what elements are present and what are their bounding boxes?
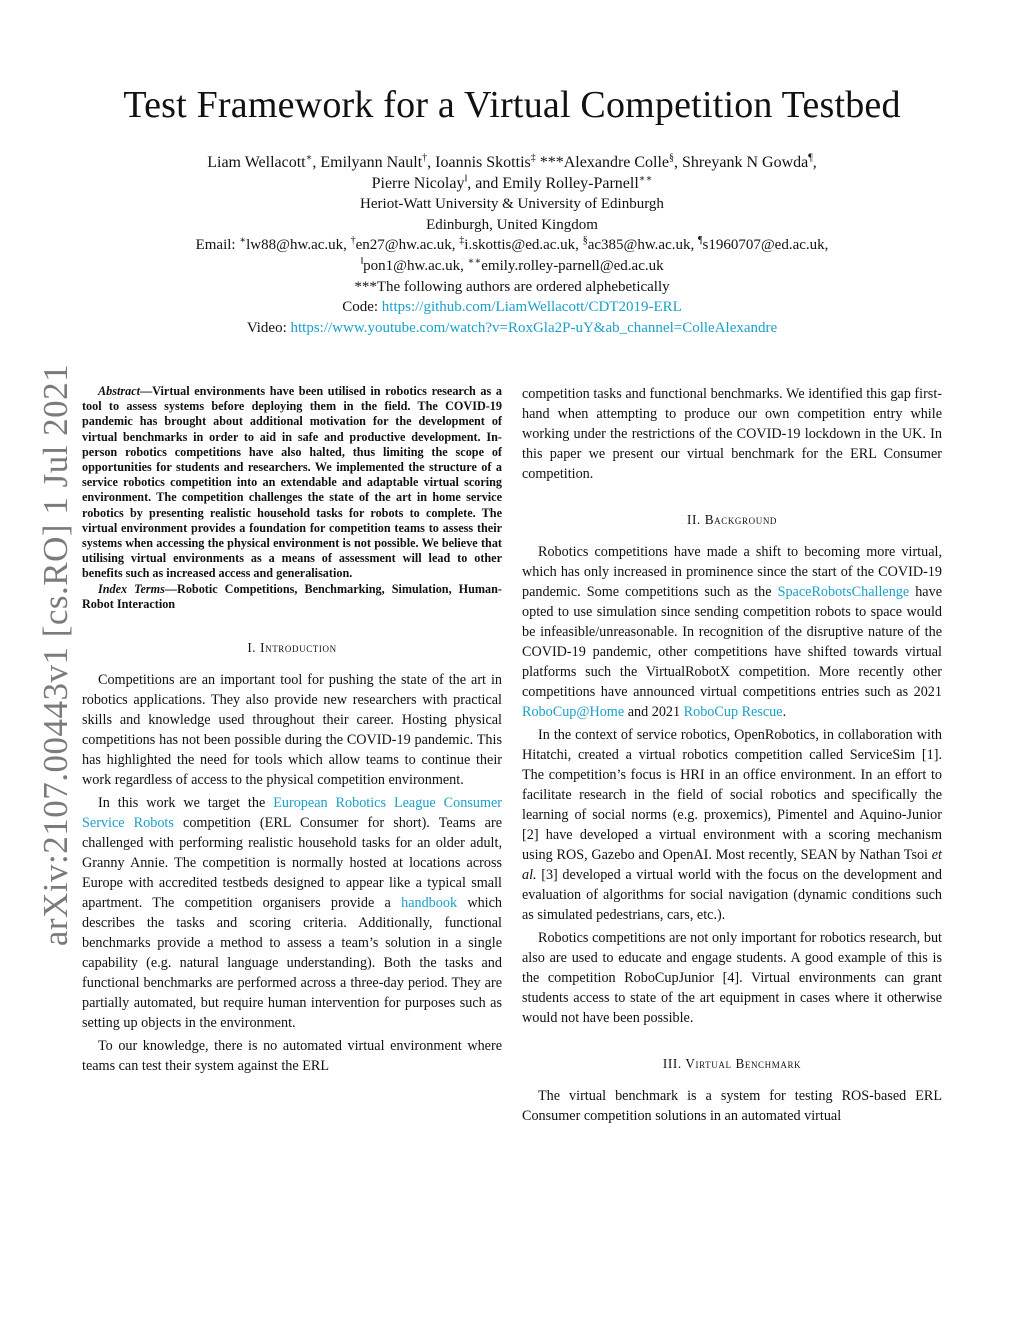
footnote-mark: ‖ bbox=[464, 173, 468, 185]
paragraph: To our knowledge, there is no automated virtual environment where teams can test their system against the ERL bbox=[82, 1038, 502, 1075]
footnote-mark: ∗ bbox=[305, 152, 313, 164]
code-line bbox=[90, 297, 934, 318]
email-label: Email: bbox=[195, 237, 240, 254]
footnote-mark: † bbox=[422, 152, 428, 164]
footnote-mark: ¶ bbox=[698, 235, 703, 247]
text-run: competition (ERL Consumer for short). Teams are challenged with performing realistic household tasks for an older adult, Granny Annie. The competition is normally hosted at locations across Europe with accredited testbeds designed to appear like a typical small apartment. The competition organisers provide a bbox=[82, 815, 502, 912]
text-run: [3] developed a virtual world with the focus on the development and evaluation of algorithms for social navigation (dynamic conditions such as simulated pedestrians, cars, etc.). bbox=[522, 867, 942, 923]
author-order-note: ***The following authors are ordered alphebetically bbox=[354, 278, 670, 295]
email-address: i.skottis@ed.ac.uk, bbox=[464, 237, 583, 254]
author-name: Liam Wellacott bbox=[207, 154, 306, 171]
paragraph bbox=[82, 793, 502, 1033]
code-link[interactable]: https://github.com/LiamWellacott/CDT2019-ERL bbox=[381, 299, 682, 316]
email-address: s1960707@ed.ac.uk, bbox=[702, 237, 829, 254]
section-heading-background: II. Background bbox=[686, 512, 778, 527]
email-address: pon1@hw.ac.uk, bbox=[363, 257, 468, 274]
italic-text: et al. bbox=[522, 847, 942, 883]
robocup-home-link[interactable]: RoboCup@Home bbox=[522, 704, 625, 720]
email-line-2 bbox=[90, 256, 934, 277]
footnote-mark: ‖ bbox=[360, 255, 364, 267]
section-heading-introduction: I. Introduction bbox=[247, 640, 337, 656]
author-name: Pierre Nicolay bbox=[371, 174, 465, 192]
index-terms-text: —Robotic Competitions, Benchmarking, Simulation, Human-Robot Interaction bbox=[82, 581, 502, 611]
paper-title: Test Framework for a Virtual Competition Testbed bbox=[123, 84, 901, 126]
email-line-1 bbox=[90, 235, 934, 256]
email-address: lw88@hw.ac.uk, bbox=[246, 237, 351, 254]
email-address: en27@hw.ac.uk, bbox=[355, 237, 460, 254]
section-heading-virtual-benchmark: III. Virtual Benchmark bbox=[662, 1056, 802, 1071]
footnote-mark: ‡ bbox=[530, 152, 536, 164]
punctuation: , bbox=[812, 154, 817, 171]
affiliation: Heriot-Watt University & University of Edinburgh bbox=[360, 196, 664, 213]
author-name: , and Emily Rolley-Parnell bbox=[467, 174, 639, 192]
abstract-text: —Virtual environments have been utilised in robotics research as a tool to assess systems before deploying them in the field. The COVID-19 pandemic has brought about additional motivation for the development of virtual benchmarks in order to aid in safe and productive development. In-person robotics competitions have also halted, thus limiting the scope of opportunities for students and researchers. We implemented the structure of a service robotics competition into an extendable and adaptable virtual scoring environment. The competition challenges the state of the art in home service robotics by presenting realistic household tasks for robots to complete. The virtual environment provides a foundation for competition teams to assess their systems when accessing the physical environment is not possible. We believe that utilising virtual environments as a means of assessment will lead to other benefits such as increased access and generalisation. bbox=[82, 384, 502, 581]
abstract bbox=[82, 384, 502, 582]
text-run: . bbox=[782, 704, 787, 720]
footnote-mark: ∗∗ bbox=[638, 173, 653, 185]
video-label: Video: bbox=[246, 319, 291, 336]
footnote-mark: ¶ bbox=[808, 152, 813, 164]
text-run: and 2021 bbox=[624, 704, 684, 720]
text-run: In this work we target the bbox=[98, 795, 274, 812]
location: Edinburgh, United Kingdom bbox=[426, 216, 598, 233]
handbook-link[interactable]: handbook bbox=[401, 895, 458, 912]
arxiv-stamp: arXiv:2107.00443v1 [cs.RO] 1 Jul 2021 bbox=[36, 363, 75, 947]
footnote-mark: † bbox=[350, 235, 356, 247]
space-robots-link[interactable]: SpaceRobotsChallenge bbox=[777, 584, 910, 600]
footnote-mark: ‡ bbox=[459, 235, 465, 247]
text-run: In the context of service robotics, OpenRobotics, in collaboration with Hitatchi, created a virtual robotics competition called ServiceSim [1]. The competition’s focus is HRI in an office environment. In an effort to facilitate research in the field of social robotics and specifically the learning of social norms (e.g. proxemics), Pimentel and Aquino-Junior [2] have developed a virtual environment with a scoring mechanism using ROS, Gazebo and OpenAI. Most recently, SEAN by Nathan Tsoi bbox=[522, 727, 942, 863]
text-run: have opted to use simulation since sending competition robots to space would be infeasible/unreasonable. In recognition of the disruptive nature of the COVID-19 pandemic, other competitions have shifted towards virtual platforms such the VirtualRobotX competition. More recently other competitions have announced virtual competitions entries such as 2021 bbox=[522, 584, 942, 700]
text-run: which describes the tasks and scoring criteria. Additionally, functional benchmarks provide a method to assess a team’s solution in a single capability (e.g. natural language understanding). Both the tasks and functional benchmarks are performed across a three-day period. They are partially automated, but require human intervention for purposes such as setting up objects in the environment. bbox=[82, 895, 502, 1032]
author-name: , Emilyann Nault bbox=[312, 154, 423, 171]
footnote-mark: ∗∗ bbox=[467, 255, 482, 267]
author-line-1 bbox=[90, 153, 934, 174]
paragraph: Robotics competitions are not only important for robotics research, but also are used to educate and engage students. A good example of this is the competition RoboCupJunior [4]. Virtual environments can grant students access to state of the art equipment in cases where it otherwise would not have been possible. bbox=[522, 930, 942, 1026]
left-column bbox=[82, 384, 502, 1079]
index-terms-label: Index Terms bbox=[98, 581, 165, 596]
video-link[interactable]: https://www.youtube.com/watch?v=RoxGla2P-uY&ab_channel=ColleAlexandre bbox=[290, 319, 778, 336]
abstract-label: Abstract bbox=[98, 384, 140, 398]
text-run: Robotics competitions have made a shift to becoming more virtual, which has only increased in prominence since the start of the COVID-19 pandemic. Some competitions such as the bbox=[522, 544, 942, 600]
email-address: emily.rolley-parnell@ed.ac.uk bbox=[481, 257, 664, 274]
footnote-mark: ∗ bbox=[239, 235, 247, 247]
author-name: ***Alexandre Colle bbox=[535, 154, 670, 171]
paragraph bbox=[522, 725, 942, 925]
author-name: , Shreyank N Gowda bbox=[674, 154, 809, 171]
author-line-2 bbox=[90, 174, 934, 195]
author-block bbox=[90, 153, 934, 338]
paragraph bbox=[522, 542, 942, 722]
author-name: , Ioannis Skottis bbox=[427, 154, 531, 171]
video-line bbox=[90, 318, 934, 339]
paragraph: Competitions are an important tool for pushing the state of the art in robotics applications. They also provide new researchers with practical skills and knowledge used throughout their career. Hosting physical competitions has not been possible during the COVID-19 pandemic. This has highlighted the need for tools which allow teams to continue their work regardless of access to the physical competition environment. bbox=[82, 672, 502, 789]
erl-link[interactable]: European Robotics League Consumer Service Robots bbox=[82, 795, 503, 832]
code-label: Code: bbox=[342, 299, 382, 316]
email-address: ac385@hw.ac.uk, bbox=[587, 237, 698, 254]
paragraph: competition tasks and functional benchmarks. We identified this gap first-hand when attempting to produce our own competition entry while working under the restrictions of the COVID-19 lockdown in the UK. In this paper we present our virtual benchmark for the ERL Consumer competition. bbox=[522, 386, 942, 482]
robocup-rescue-link[interactable]: RoboCup Rescue bbox=[683, 704, 783, 720]
footnote-mark: § bbox=[582, 235, 588, 247]
right-column bbox=[522, 384, 942, 1129]
footnote-mark: § bbox=[669, 152, 675, 164]
index-terms bbox=[82, 582, 502, 612]
paragraph: The virtual benchmark is a system for testing ROS-based ERL Consumer competition solutions in an automated virtual bbox=[522, 1088, 942, 1124]
